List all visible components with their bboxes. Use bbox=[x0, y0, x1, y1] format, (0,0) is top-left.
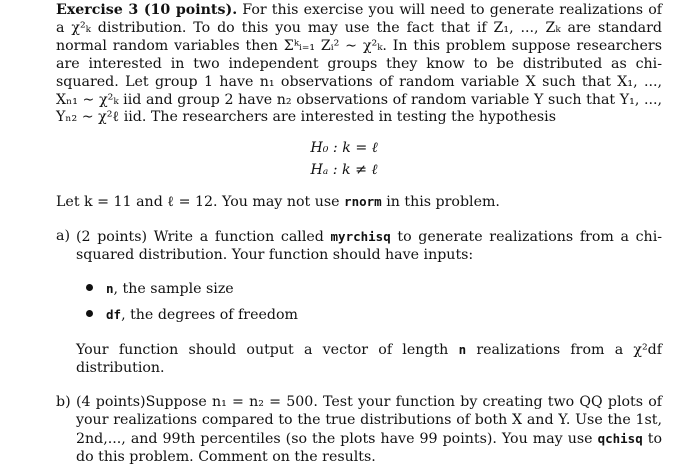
forbidden-function-code: rnorm bbox=[344, 194, 382, 210]
part-b-text bbox=[76, 394, 662, 467]
parameter-text-end: in this problem. bbox=[386, 194, 500, 211]
exercise-heading: Exercise 3 (10 points). bbox=[56, 2, 238, 18]
input-n-desc: , the sample size bbox=[113, 281, 234, 298]
parameter-statement bbox=[56, 193, 662, 212]
part-a-text-post: to generate realizations from a chi-squared distribution. Your function should have inputs: bbox=[76, 229, 663, 264]
part-a-text bbox=[76, 228, 662, 265]
input-df-desc: , the degrees of freedom bbox=[121, 307, 298, 324]
part-a-body bbox=[76, 228, 662, 378]
part-a-output-post: realizations from a χ²df distribution. bbox=[76, 342, 663, 376]
function-inputs-list bbox=[76, 279, 662, 327]
part-a bbox=[56, 228, 662, 378]
output-n-code: n bbox=[458, 342, 467, 358]
part-b-text-pre: (4 points)Suppose n₁ = n₂ = 500. Test your function by creating two QQ plots of your realizations compared to the true distributions of both X and Y. Use the 1st, 2nd,..., and 99th percentiles (so the plots have 99 points). You may use bbox=[76, 393, 662, 447]
bullet-icon bbox=[84, 281, 98, 295]
alternative-hypothesis: Hₐ : k ≠ ℓ bbox=[310, 162, 378, 179]
input-item-n bbox=[76, 279, 662, 301]
part-b-label: b) bbox=[56, 393, 71, 410]
parameter-text: Let k = 11 and ℓ = 12. You may not use bbox=[56, 194, 340, 211]
null-hypothesis: H₀ : k = ℓ bbox=[310, 140, 378, 157]
qchisq-code: qchisq bbox=[597, 430, 643, 446]
exercise-intro bbox=[56, 2, 662, 127]
input-df-code: df bbox=[106, 307, 122, 323]
myrchisq-code: myrchisq bbox=[330, 229, 391, 245]
bullet-icon bbox=[84, 307, 98, 321]
part-a-output bbox=[76, 341, 662, 378]
part-b bbox=[56, 394, 662, 467]
part-a-text-pre: (2 points) Write a function called bbox=[76, 229, 324, 246]
hypothesis-block bbox=[56, 137, 662, 181]
exercise-intro-text: For this exercise you will need to generate realizations of a χ²ₖ distribution. To do this you may use the fact that if Z₁, ..., Zₖ are standard normal random variables then Σᵏᵢ₌₁ Zᵢ² ∼ χ²ₖ. In this problem suppose researchers are interested in two independent groups they know to be distributed as chi-squared. Let group 1 have n₁ observations of random variable X such that X₁, ..., Xₙ₁ ∼ χ²ₖ iid and group 2 have n₂ observations of random variable Y such that Y₁, ..., Yₙ₂ ∼ χ²ℓ iid. The researchers are interested in testing the hypothesis bbox=[56, 2, 663, 126]
part-a-output-pre: Your function should output a vector of length bbox=[76, 342, 449, 359]
part-a-label: a) bbox=[56, 228, 70, 245]
input-item-df bbox=[76, 305, 662, 327]
part-b-text-post: to do this problem. Comment on the results. bbox=[76, 430, 662, 465]
part-b-body bbox=[76, 394, 662, 467]
exercise-document bbox=[56, 2, 662, 467]
input-n-code: n bbox=[106, 281, 114, 297]
question-list bbox=[56, 228, 662, 466]
